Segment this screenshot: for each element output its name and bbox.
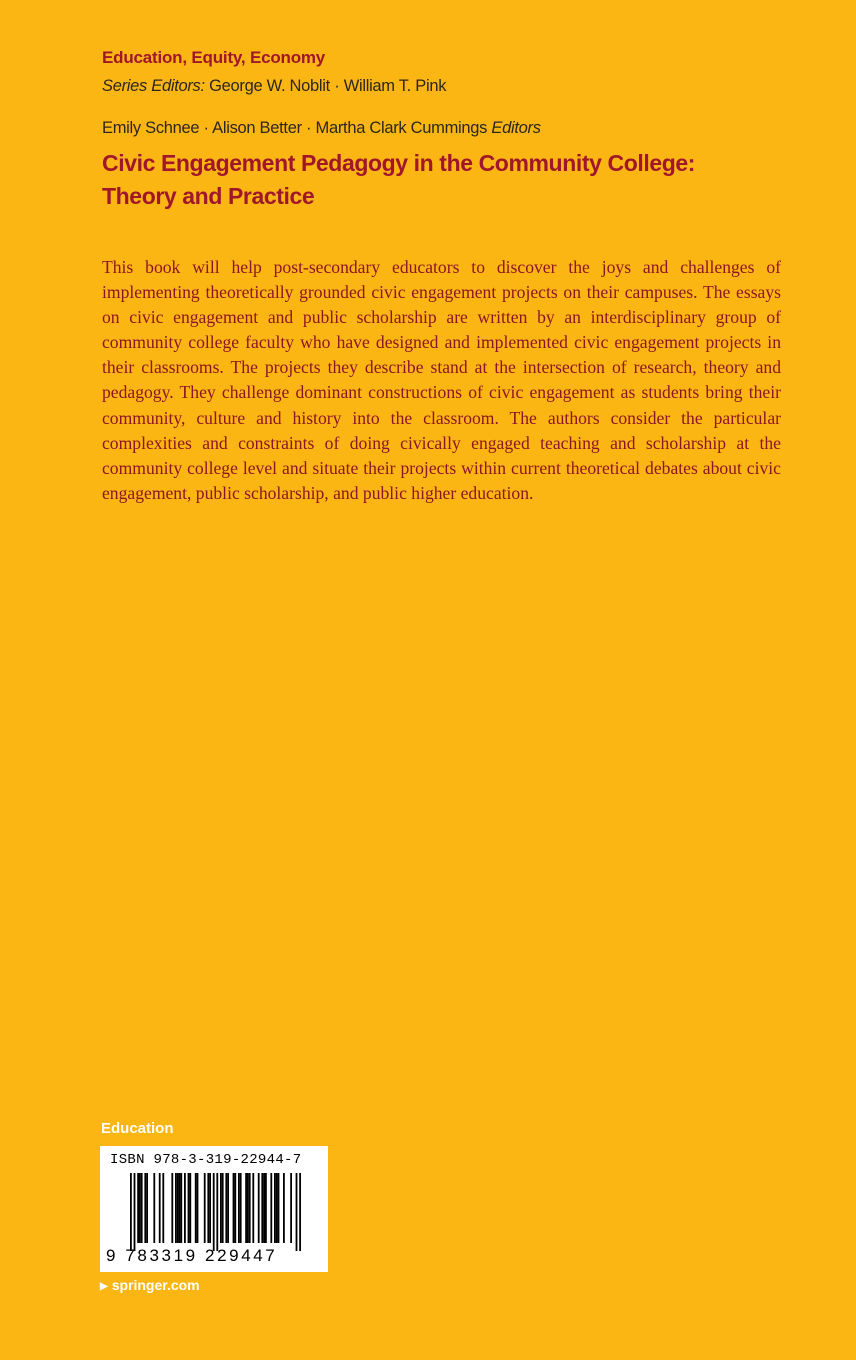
barcode-bar (189, 1173, 191, 1243)
barcode-bar (180, 1173, 182, 1243)
isbn-barcode (100, 1146, 328, 1272)
barcode-bar (137, 1173, 139, 1243)
barcode-bar (265, 1173, 267, 1243)
barcode-bar (153, 1173, 155, 1243)
barcode-bar (146, 1173, 148, 1243)
barcode-bar (134, 1173, 136, 1251)
barcode-bar (299, 1173, 301, 1251)
isbn-label: ISBN 978-3-319-22944-7 (110, 1152, 302, 1168)
barcode-bar (162, 1173, 164, 1243)
barcode-bar (213, 1173, 215, 1251)
barcode-bar (234, 1173, 236, 1243)
barcode-bar (159, 1173, 161, 1243)
series-title: Education, Equity, Economy (102, 48, 326, 67)
barcode-bar (247, 1173, 249, 1243)
series-editors-names: George W. Noblit · William T. Pink (209, 77, 447, 95)
barcode-bar (209, 1173, 211, 1243)
barcode-bar (283, 1173, 285, 1243)
book-description: This book will help post-secondary educators to discover the joys and challenges of implementing theoretically grounded civic engagement projects on their campuses. The essays on civic engagement and public scholarship are written by an interdisciplinary group of community college faculty who have designed and implemented civic engagement projects in their classrooms. The projects they describe stand at the intersection of research, theory and pedagogy. They challenge dominant constructions of civic engagement as students bring their community, culture and history into the classroom. The authors consider the particular complexities and constraints of doing civically engaged teaching and scholarship at the community college level and situate their projects within current theoretical debates about civic engagement, public scholarship, and public higher education. (102, 257, 781, 503)
barcode-bar (197, 1173, 199, 1243)
barcode-bar (184, 1173, 186, 1243)
barcode-bar (204, 1173, 206, 1243)
barcode-bar (261, 1173, 263, 1243)
barcode-bar (216, 1173, 218, 1251)
barcode-bar (296, 1173, 298, 1251)
barcode-bar (276, 1173, 278, 1243)
barcode-bar (274, 1173, 276, 1243)
barcode-bar (258, 1173, 260, 1243)
barcode-bar (233, 1173, 235, 1243)
barcode-bar (141, 1173, 143, 1243)
barcode-bar (278, 1173, 280, 1243)
barcode-bar (245, 1173, 247, 1243)
barcode-bar (188, 1173, 190, 1243)
book-editors-role: Editors (491, 119, 541, 137)
barcode-bar (222, 1173, 224, 1243)
subject-category: Education (101, 1120, 174, 1137)
barcode-bar (171, 1173, 173, 1243)
publisher-website-link[interactable]: springer.com (111, 1277, 200, 1293)
series-editors (102, 77, 446, 96)
barcode-bar (290, 1173, 292, 1243)
barcode-bar (227, 1173, 229, 1243)
barcode-bar (240, 1173, 242, 1243)
book-title-line-2: Theory and Practice (102, 183, 315, 209)
barcode-bar (270, 1173, 272, 1243)
triangle-right-icon: ▶ (100, 1281, 108, 1292)
barcode-bar (195, 1173, 197, 1243)
barcode-bar (177, 1173, 179, 1243)
barcode-digits: 9 783319 229447 (106, 1246, 278, 1265)
barcode-bar (252, 1173, 254, 1243)
barcode-bar (139, 1173, 141, 1243)
barcode-bar (225, 1173, 227, 1243)
barcode-bar (207, 1173, 209, 1243)
barcode-bar (179, 1173, 181, 1243)
publisher-website[interactable] (100, 1277, 200, 1293)
book-editors (102, 119, 541, 138)
book-editors-names: Emily Schnee · Alison Better · Martha Clark Cummings (102, 119, 488, 137)
barcode-bar (144, 1173, 146, 1243)
barcode-bar (263, 1173, 265, 1243)
barcode-bar (238, 1173, 240, 1243)
book-title (102, 147, 802, 213)
book-title-line-1: Civic Engagement Pedagogy in the Community College: (102, 150, 696, 176)
barcode-bar (130, 1173, 132, 1251)
barcode-bar (220, 1173, 222, 1243)
barcode-bar (249, 1173, 251, 1243)
barcode-bar (175, 1173, 177, 1243)
series-editors-label: Series Editors: (102, 77, 205, 95)
